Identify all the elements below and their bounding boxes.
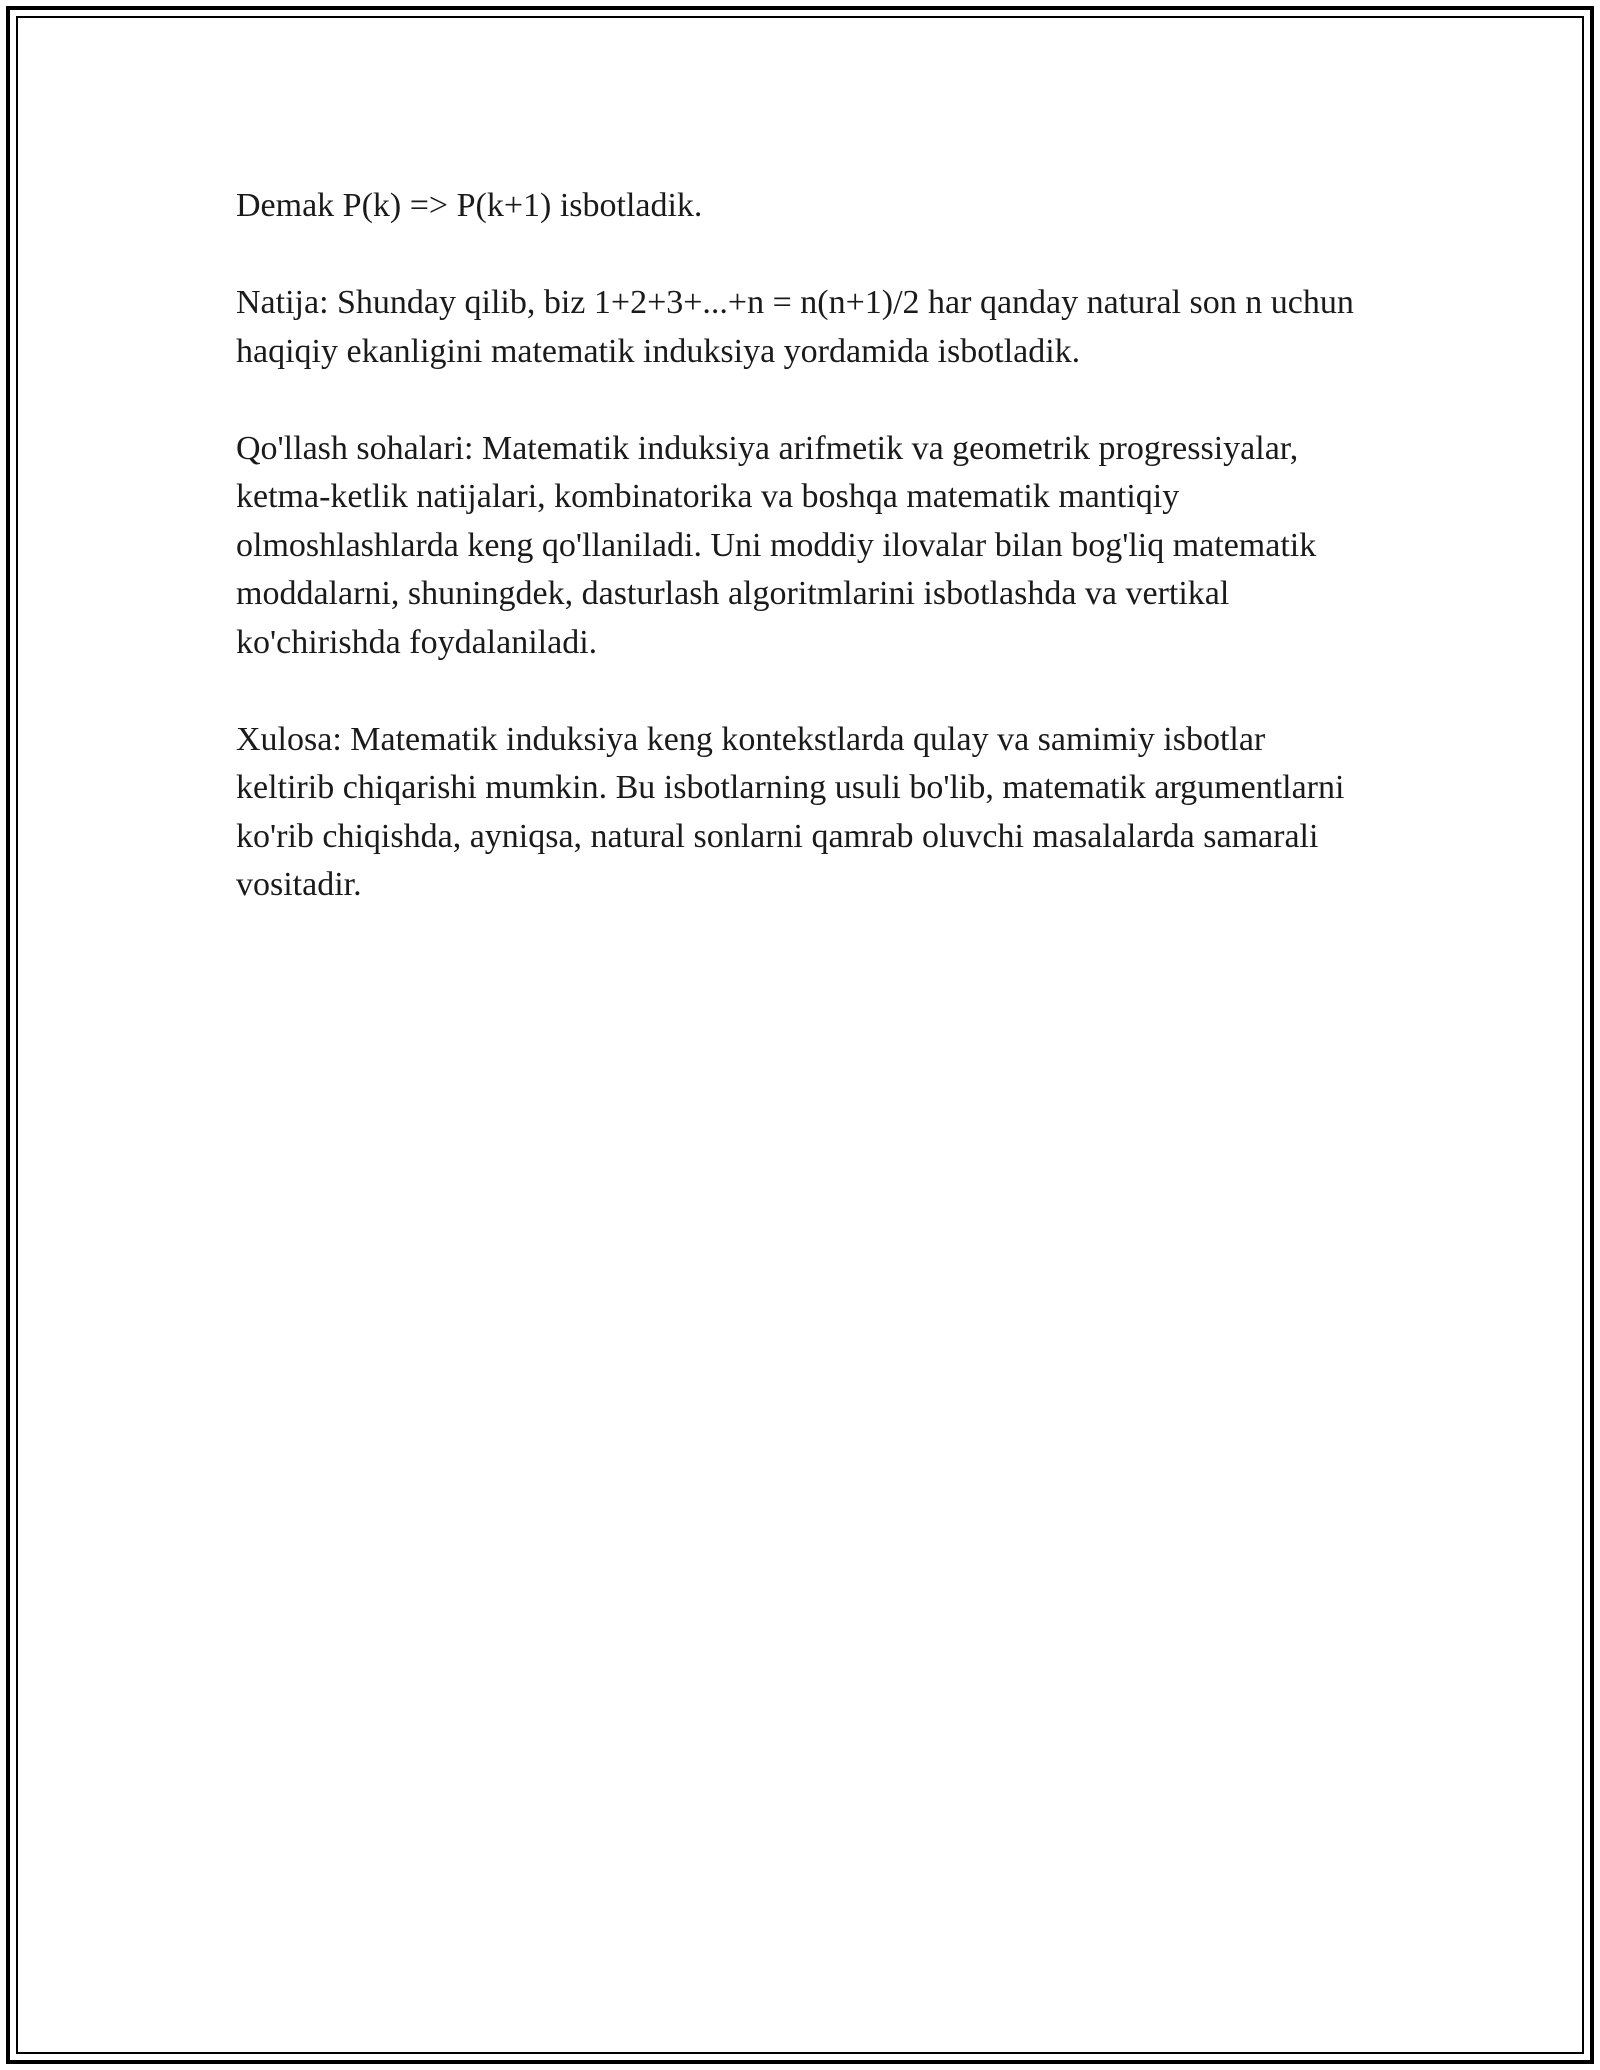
paragraph-summary: Xulosa: Matematik induksiya keng kontekstlarda qulay va samimiy isbotlar keltirib chiqarishi mumkin. Bu isbotlarning usuli bo'lib, matematik argumentlarni ko'rib chiqishda, ayniqsa, natural sonlarni qamrab oluvchi masalalarda samarali vositadir. — [236, 720, 1345, 903]
paragraph-conclusion-of-step: Demak P(k) => P(k+1) isbotladik. — [236, 187, 703, 224]
paragraph-applications: Qo'llash sohalari: Matematik induksiya arifmetik va geometrik progressiyalar, ketma-ketlik natijalari, kombinatorika va boshqa matematik mantiqiy olmoshlashlarda keng qo'llaniladi. Uni moddiy ilovalar bilan bog'liq matematik moddalarni, shuningdek, dasturlash algoritmlarini isbotlashda va vertikal ko'chirishda foydalaniladi. — [236, 429, 1317, 661]
paragraph-result: Natija: Shunday qilib, biz 1+2+3+...+n = n(n+1)/2 har qanday natural son n uchun haqiqiy ekanligini matematik induksiya yordamida isbotladik. — [236, 284, 1354, 370]
document-body — [236, 182, 1366, 958]
